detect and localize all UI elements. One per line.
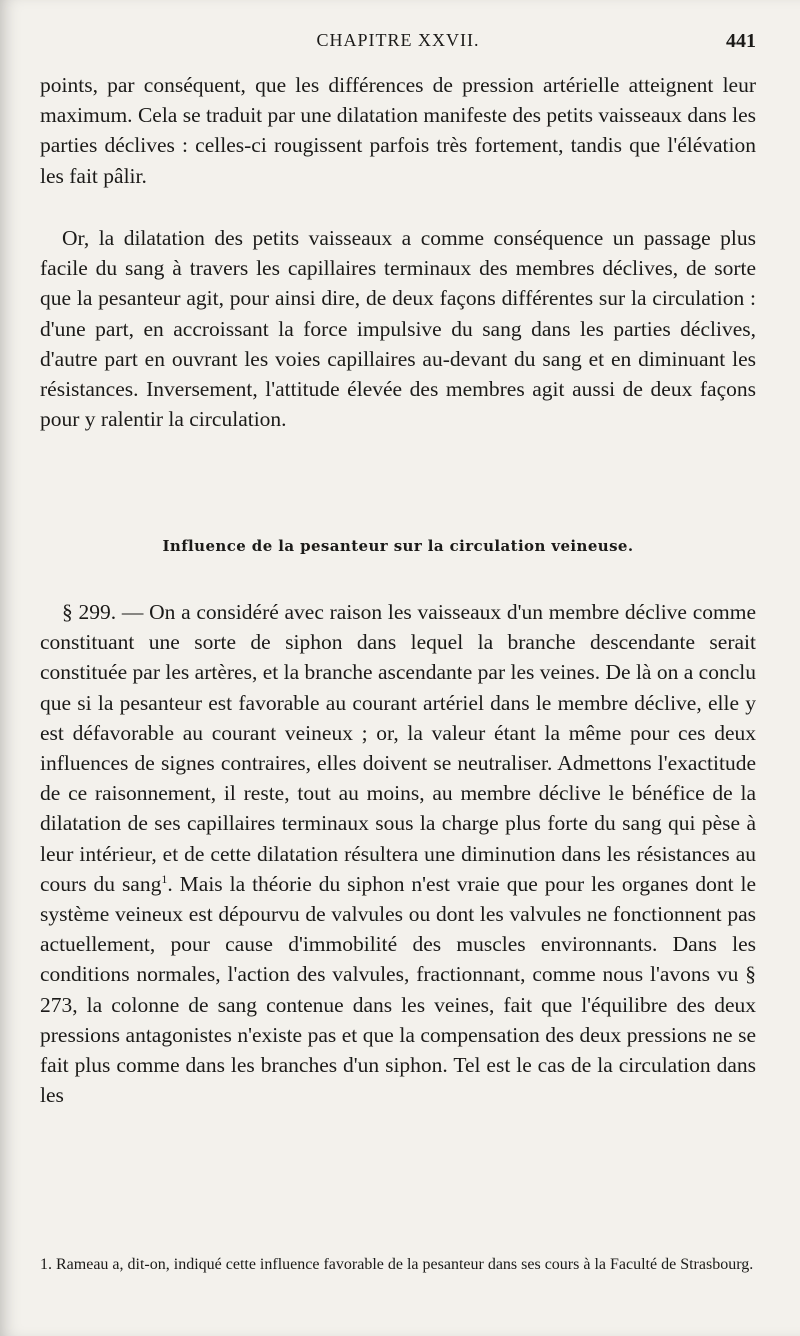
paragraph-block-3 [40, 597, 756, 1110]
paragraph-3 [40, 597, 756, 1110]
footnote: 1. Rameau a, dit-on, indiqué cette influence favorable de la pesanteur dans ses cours à la Faculté de Strasbourg. [40, 1256, 754, 1273]
paragraph-block-2 [40, 223, 756, 434]
paragraph-2: Or, la dilatation des petits vaisseaux a comme conséquence un passage plus facile du sang à travers les capillaires terminaux des membres déclives, de sorte que la pesanteur agit, pour ainsi dire, de deux façons différentes sur la circulation : d'une part, en accroissant la force impulsive du sang dans les parties déclives, d'autre part en ouvrant les voies capillaires au-devant du sang et en diminuant les résistances. Inversement, l'attitude élevée des membres agit aussi de deux façons pour y ralentir la circulation. [40, 226, 756, 432]
paragraph-1: points, par conséquent, que les différences de pression artérielle atteignent leur maximum. Cela se traduit par une dilatation manifeste des petits vaisseaux dans les parties déclives : celles-ci rougissent parfois très fortement, tandis que l'élévation les fait pâlir. [40, 73, 756, 188]
page-number: 441 [726, 30, 756, 52]
chapter-title: CHAPITRE XXVII. [316, 30, 480, 50]
running-header [40, 30, 756, 62]
paragraph-3-part-2: . Mais la théorie du siphon n'est vraie que pour les organes dont le système veineux est dépourvu de valvules ou dont les valvules ne fonctionnent pas actuellement, pour cause d'immobilité des muscles environnants. Dans les conditions normales, l'action des valvules, fractionnant, comme nous l'avons vu § 273, la colonne de sang contenue dans les veines, fait que l'équilibre des deux pressions antagonistes n'existe pas et que la compensation des deux pressions ne se fait plus comme dans les branches d'un siphon. Tel est le cas de la circulation dans les [40, 871, 756, 1108]
paragraph-3-part-1: § 299. — On a considéré avec raison les vaisseaux d'un membre déclive comme constituant une sorte de siphon dans lequel la branche descendante serait constituée par les artères, et la branche ascendante par les veines. De là on a conclu que si la pesanteur est favorable au courant artériel dans le membre déclive, elle y est défavorable au courant veineux ; or, la valeur étant la même pour ces deux influences de signes contraires, elles doivent se neutraliser. Admettons l'exactitude de ce raisonnement, il reste, tout au moins, au membre déclive le bénéfice de la dilatation de ses capillaires terminaux sous la charge plus forte du sang qui pèse à leur intérieur, et de cette dilatation résultera une diminution dans les résistances au cours du sang [40, 600, 756, 896]
footnote-reference[interactable]: 1 [161, 871, 168, 886]
section-subheading: Influence de la pesanteur sur la circulation veineuse. [162, 537, 634, 555]
paragraph-continued [40, 70, 756, 191]
